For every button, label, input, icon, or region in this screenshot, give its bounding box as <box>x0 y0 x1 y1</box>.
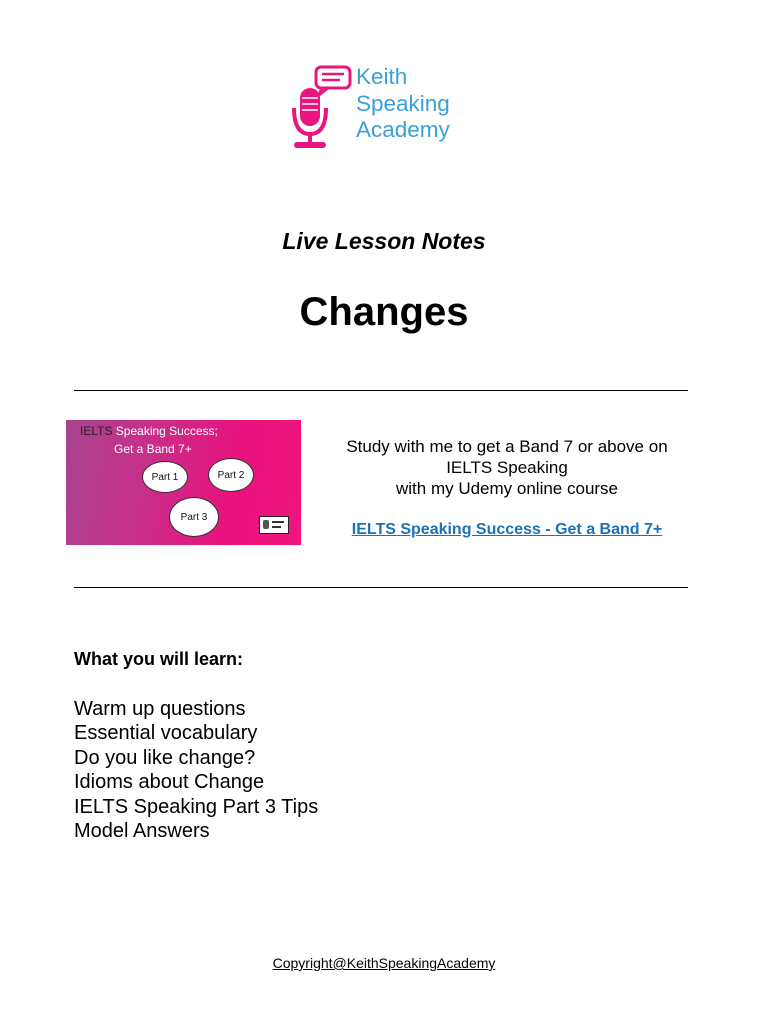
list-item: IELTS Speaking Part 3 Tips <box>74 795 319 818</box>
course-promo-text <box>314 436 700 499</box>
copyright-link[interactable]: Copyright@KeithSpeakingAcademy <box>272 955 496 971</box>
list-item: Do you like change? <box>74 746 256 769</box>
page-subtitle: Live Lesson Notes <box>282 228 486 254</box>
speech-bubble-part-3: Part 3 <box>169 497 219 537</box>
speech-bubble-part-2: Part 2 <box>208 458 254 492</box>
logo-line: Academy <box>356 117 450 142</box>
academy-logo <box>286 64 486 152</box>
logo-wordmark <box>356 64 450 144</box>
divider-top <box>74 390 688 391</box>
learn-heading: What you will learn: <box>74 649 244 669</box>
banner-title-line1: IELTS Speaking Success; <box>80 424 218 438</box>
list-item: Essential vocabulary <box>74 722 258 745</box>
list-item: Warm up questions <box>74 698 246 720</box>
divider-bottom <box>74 587 688 588</box>
promo-line: IELTS Speaking <box>446 458 568 477</box>
speech-bubble-part-1: Part 1 <box>142 461 188 493</box>
course-banner-image[interactable] <box>66 420 301 545</box>
promo-line: with my Udemy online course <box>395 479 619 498</box>
learn-list <box>74 697 318 843</box>
promo-line: Study with me to get a Band 7 or above on <box>346 437 668 456</box>
course-link[interactable]: IELTS Speaking Success - Get a Band 7+ <box>351 521 663 538</box>
logo-line: Keith <box>356 64 408 89</box>
microphone-chat-icon <box>286 64 356 150</box>
banner-title-line2: Get a Band 7+ <box>114 442 192 456</box>
page-title: Changes <box>299 290 469 334</box>
logo-line: Speaking <box>356 90 450 116</box>
list-item: Idioms about Change <box>74 771 265 794</box>
id-card-icon <box>259 516 289 534</box>
list-item: Model Answers <box>74 820 210 843</box>
